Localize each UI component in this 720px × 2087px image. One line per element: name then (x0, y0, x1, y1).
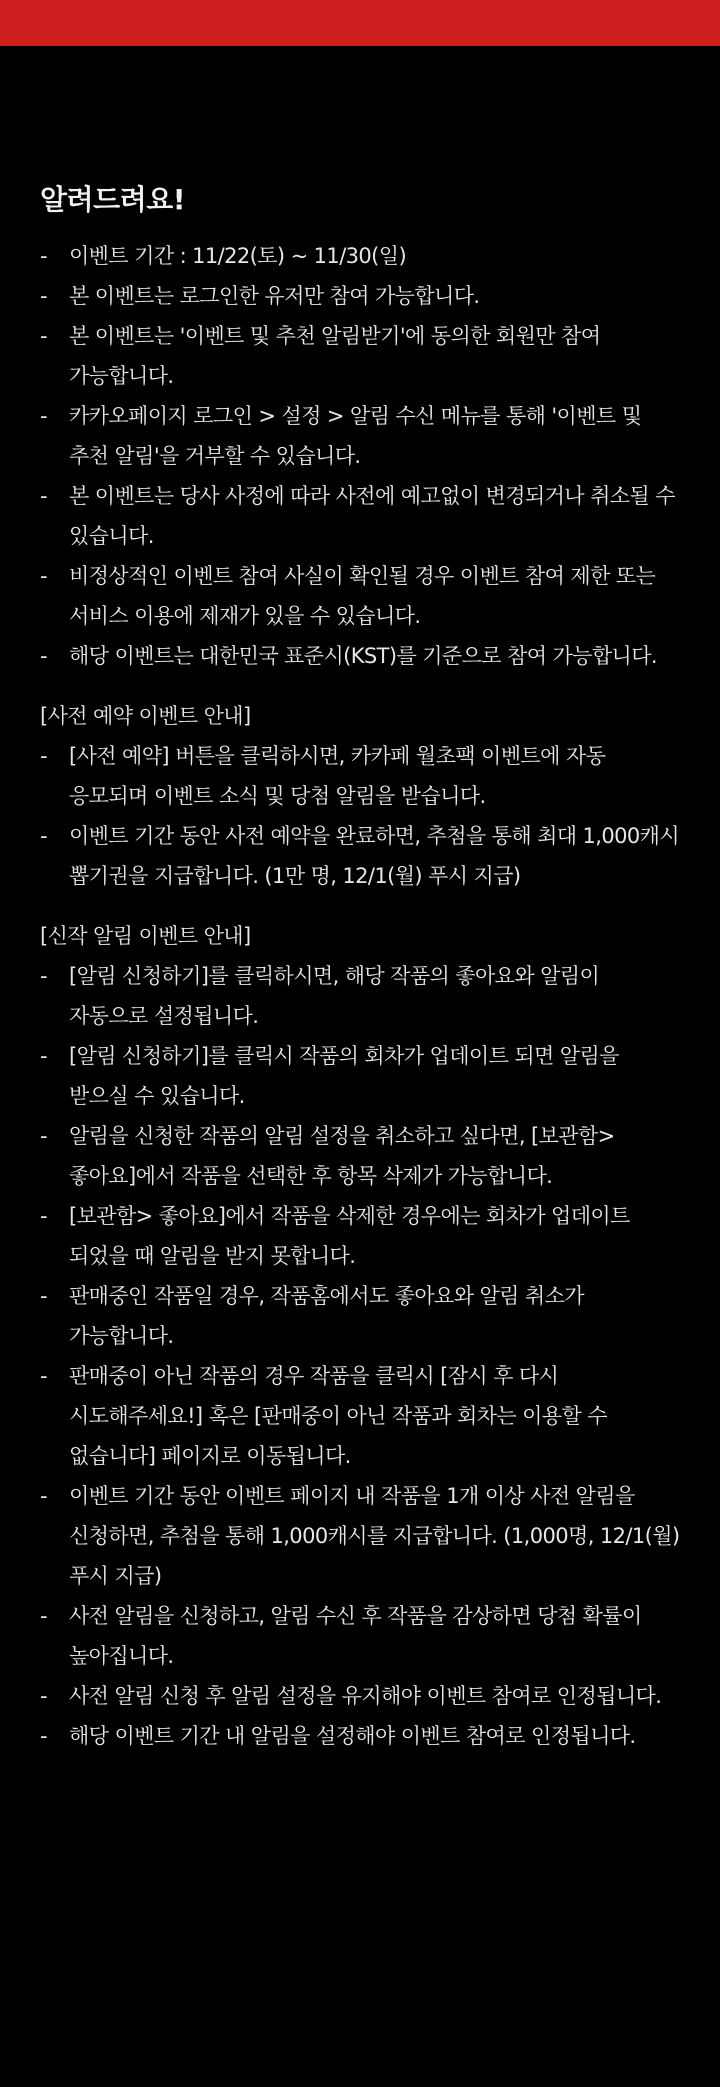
notice-item-text: [사전 예약] 버튼을 클릭하시면, 카카페 월초팩 이벤트에 자동 응모되며 이벤트 소식 및 당첨 알림을 받습니다. (69, 744, 606, 808)
notice-item (40, 1476, 680, 1596)
dash-bullet: - (40, 404, 47, 428)
dash-bullet: - (40, 484, 47, 508)
notice-item (40, 956, 680, 1036)
dash-bullet: - (40, 964, 47, 988)
notice-item-text: 본 이벤트는 로그인한 유저만 참여 가능합니다. (69, 284, 480, 308)
notice-item (40, 1196, 680, 1276)
notice-item-text: 알림을 신청한 작품의 알림 설정을 취소하고 싶다면, [보관함> 좋아요]에서 작품을 선택한 후 항목 삭제가 가능합니다. (69, 1124, 615, 1188)
notice-item-text: 해당 이벤트는 대한민국 표준시(KST)를 기준으로 참여 가능합니다. (69, 644, 657, 668)
dash-bullet: - (40, 1044, 47, 1068)
notice-item-text: 이벤트 기간 동안 이벤트 페이지 내 작품을 1개 이상 사전 알림을 신청하면, 추첨을 통해 1,000캐시를 지급합니다. (1,000명, 12/1(월) 푸시 지급) (69, 1484, 680, 1588)
dash-bullet: - (40, 1484, 47, 1508)
notice-item-text: [보관함> 좋아요]에서 작품을 삭제한 경우에는 회차가 업데이트 되었을 때 알림을 받지 못합니다. (69, 1204, 630, 1268)
notice-item (40, 736, 680, 816)
notice-item (40, 1276, 680, 1356)
general-notice-list (40, 236, 680, 676)
dash-bullet: - (40, 1684, 47, 1708)
notice-item-text: [알림 신청하기]를 클릭하시면, 해당 작품의 좋아요와 알림이 자동으로 설정됩니다. (69, 964, 600, 1028)
event-notice-section (40, 178, 680, 1756)
dash-bullet: - (40, 1284, 47, 1308)
notice-item-text: 비정상적인 이벤트 참여 사실이 확인될 경우 이벤트 참여 제한 또는 서비스 이용에 제재가 있을 수 있습니다. (69, 564, 656, 628)
dash-bullet: - (40, 1364, 47, 1388)
notice-item (40, 1036, 680, 1116)
top-banner-bar (0, 0, 720, 46)
notice-item-text: 해당 이벤트 기간 내 알림을 설정해야 이벤트 참여로 인정됩니다. (69, 1724, 636, 1748)
notice-item (40, 816, 680, 896)
notice-title: 알려드려요! (40, 183, 186, 216)
dash-bullet: - (40, 284, 47, 308)
notice-item (40, 476, 680, 556)
notice-item-text: 이벤트 기간 : 11/22(토) ~ 11/30(일) (69, 244, 407, 268)
dash-bullet: - (40, 644, 47, 668)
notice-item (40, 1356, 680, 1476)
notice-item (40, 1596, 680, 1676)
dash-bullet: - (40, 744, 47, 768)
dash-bullet: - (40, 1124, 47, 1148)
preorder-notice-list (40, 736, 680, 896)
notice-item (40, 1716, 680, 1756)
dash-bullet: - (40, 564, 47, 588)
notice-item-text: 이벤트 기간 동안 사전 예약을 완료하면, 추첨을 통해 최대 1,000캐시 뽑기권을 지급합니다. (1만 명, 12/1(월) 푸시 지급) (69, 824, 680, 888)
notice-item-text: 판매중인 작품일 경우, 작품홈에서도 좋아요와 알림 취소가 가능합니다. (69, 1284, 584, 1348)
notice-item (40, 636, 680, 676)
dash-bullet: - (40, 244, 47, 268)
notice-item (40, 396, 680, 476)
dash-bullet: - (40, 1604, 47, 1628)
dash-bullet: - (40, 1204, 47, 1228)
notice-item (40, 1676, 680, 1716)
notice-item-text: 판매중이 아닌 작품의 경우 작품을 클릭시 [잠시 후 다시 시도해주세요!] 혹은 [판매중이 아닌 작품과 회차는 이용할 수 없습니다] 페이지로 이동됩니다. (69, 1364, 607, 1468)
notice-item-text: 사전 알림 신청 후 알림 설정을 유지해야 이벤트 참여로 인정됩니다. (69, 1684, 662, 1708)
notice-item (40, 316, 680, 396)
notice-item-text: 카카오페이지 로그인 > 설정 > 알림 수신 메뉴를 통해 '이벤트 및 추천 알림'을 거부할 수 있습니다. (69, 404, 642, 468)
notice-item-text: 본 이벤트는 '이벤트 및 추천 알림받기'에 동의한 회원만 참여 가능합니다. (69, 324, 601, 388)
notice-item (40, 556, 680, 636)
notice-item (40, 1116, 680, 1196)
dash-bullet: - (40, 824, 47, 848)
notice-item-text: 본 이벤트는 당사 사정에 따라 사전에 예고없이 변경되거나 취소될 수 있습니다. (69, 484, 675, 548)
notice-item (40, 276, 680, 316)
new-alarm-notice-list (40, 956, 680, 1756)
notice-item (40, 236, 680, 276)
dash-bullet: - (40, 324, 47, 348)
preorder-section-heading: [사전 예약 이벤트 안내] (40, 704, 251, 728)
notice-item-text: [알림 신청하기]를 클릭시 작품의 회차가 업데이트 되면 알림을 받으실 수 있습니다. (69, 1044, 619, 1108)
dash-bullet: - (40, 1724, 47, 1748)
new-alarm-section-heading: [신작 알림 이벤트 안내] (40, 924, 251, 948)
notice-item-text: 사전 알림을 신청하고, 알림 수신 후 작품을 감상하면 당첨 확률이 높아집니다. (69, 1604, 642, 1668)
